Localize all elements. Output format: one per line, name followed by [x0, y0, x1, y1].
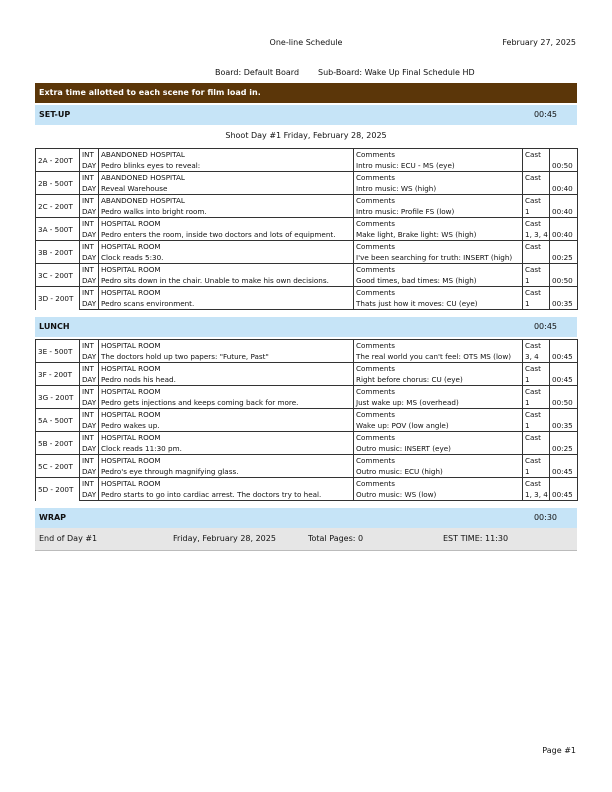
int-ext: INT: [80, 241, 99, 253]
scene-row: [36, 264, 578, 276]
day-night: DAY: [80, 275, 99, 287]
scene-number: 2A - 200T: [36, 149, 80, 172]
comments-label: Comments: [354, 386, 523, 398]
setup-duration: 00:45: [533, 110, 557, 119]
set-name: HOSPITAL ROOM: [99, 241, 354, 253]
set-name: HOSPITAL ROOM: [99, 264, 354, 276]
scene-number: 5A - 500T: [36, 409, 80, 432]
scene-comments: Right before chorus: CU (eye): [354, 374, 523, 386]
scene-row: [36, 149, 578, 161]
lunch-duration: 00:45: [533, 322, 557, 331]
scene-table-block2: [35, 339, 578, 501]
scene-description: Pedro blinks eyes to reveal:: [99, 160, 354, 172]
scene-cast: [523, 183, 550, 195]
scene-time: 00:35: [550, 287, 578, 310]
scene-comments: Good times, bad times: MS (high): [354, 275, 523, 287]
scene-row: [36, 195, 578, 207]
comments-label: Comments: [354, 195, 523, 207]
page-number: Page #1: [542, 746, 576, 755]
comments-label: Comments: [354, 241, 523, 253]
scene-comments: Intro music: ECU - MS (eye): [354, 160, 523, 172]
comments-label: Comments: [354, 363, 523, 375]
set-name: HOSPITAL ROOM: [99, 287, 354, 299]
scene-cast: 1: [523, 275, 550, 287]
scene-cast: [523, 443, 550, 455]
scene-description: Pedro sits down in the chair. Unable to make his own decisions.: [99, 275, 354, 287]
wrap-bar: [35, 508, 577, 528]
scene-number: 3C - 200T: [36, 264, 80, 287]
scene-comments: Just wake up: MS (overhead): [354, 397, 523, 409]
scene-description: Pedro starts to go into cardiac arrest. The doctors try to heal.: [99, 489, 354, 501]
scene-cast: 1: [523, 397, 550, 409]
scene-comments: Wake up: POV (low angle): [354, 420, 523, 432]
set-name: HOSPITAL ROOM: [99, 478, 354, 490]
int-ext: INT: [80, 363, 99, 375]
scene-detail-row: [36, 489, 578, 501]
end-of-day-label: End of Day #1: [39, 534, 98, 543]
cast-label: Cast: [523, 409, 550, 421]
scene-row: [36, 172, 578, 184]
int-ext: INT: [80, 149, 99, 161]
film-load-banner: Extra time allotted to each scene for film load in.: [35, 83, 577, 103]
scene-cast: 1, 3, 4: [523, 229, 550, 241]
int-ext: INT: [80, 409, 99, 421]
scene-cast: 1: [523, 206, 550, 218]
scene-row: [36, 340, 578, 352]
int-ext: INT: [80, 287, 99, 299]
scene-detail-row: [36, 374, 578, 386]
setup-bar: [35, 105, 577, 125]
scene-number: 2B - 500T: [36, 172, 80, 195]
scene-cast: 1: [523, 374, 550, 386]
set-name: ABANDONED HOSPITAL: [99, 172, 354, 184]
set-name: ABANDONED HOSPITAL: [99, 195, 354, 207]
scene-number: 5C - 200T: [36, 455, 80, 478]
scene-cast: 1: [523, 298, 550, 310]
scene-description: Pedro gets injections and keeps coming back for more.: [99, 397, 354, 409]
lunch-label: LUNCH: [39, 322, 70, 331]
scene-time: 00:25: [550, 432, 578, 455]
day-night: DAY: [80, 489, 99, 501]
set-name: HOSPITAL ROOM: [99, 432, 354, 444]
cast-label: Cast: [523, 149, 550, 161]
set-name: HOSPITAL ROOM: [99, 363, 354, 375]
total-pages: Total Pages: 0: [308, 534, 364, 543]
scene-row: [36, 409, 578, 421]
scene-description: Pedro nods his head.: [99, 374, 354, 386]
comments-label: Comments: [354, 455, 523, 467]
scene-number: 3G - 200T: [36, 386, 80, 409]
scene-description: Reveal Warehouse: [99, 183, 354, 195]
scene-time: 00:45: [550, 478, 578, 501]
lunch-bar: [35, 317, 577, 337]
day-night: DAY: [80, 298, 99, 310]
scene-row: [36, 363, 578, 375]
cast-label: Cast: [523, 287, 550, 299]
scene-description: The doctors hold up two papers: "Future, Past": [99, 351, 354, 363]
wrap-label: WRAP: [39, 513, 67, 522]
comments-label: Comments: [354, 149, 523, 161]
int-ext: INT: [80, 340, 99, 352]
scene-cast: [523, 252, 550, 264]
scene-number: 3F - 200T: [36, 363, 80, 386]
set-name: HOSPITAL ROOM: [99, 386, 354, 398]
scene-description: Pedro walks into bright room.: [99, 206, 354, 218]
scene-detail-row: [36, 466, 578, 478]
scene-detail-row: [36, 206, 578, 218]
scene-time: 00:50: [550, 264, 578, 287]
comments-label: Comments: [354, 409, 523, 421]
scene-number: 3A - 500T: [36, 218, 80, 241]
scene-number: 2C - 200T: [36, 195, 80, 218]
scene-description: Pedro's eye through magnifying glass.: [99, 466, 354, 478]
scene-detail-row: [36, 160, 578, 172]
cast-label: Cast: [523, 264, 550, 276]
board-label: Board: Default Board: [215, 68, 300, 77]
int-ext: INT: [80, 172, 99, 184]
scene-time: 00:40: [550, 195, 578, 218]
scene-description: Clock reads 5:30.: [99, 252, 354, 264]
cast-label: Cast: [523, 432, 550, 444]
scene-number: 5D - 200T: [36, 478, 80, 501]
scene-row: [36, 478, 578, 490]
day-night: DAY: [80, 397, 99, 409]
print-date: February 27, 2025: [502, 38, 576, 47]
scene-row: [36, 432, 578, 444]
scene-detail-row: [36, 443, 578, 455]
int-ext: INT: [80, 478, 99, 490]
set-name: ABANDONED HOSPITAL: [99, 149, 354, 161]
cast-label: Cast: [523, 478, 550, 490]
scene-number: 5B - 200T: [36, 432, 80, 455]
scene-comments: Thats just how it moves: CU (eye): [354, 298, 523, 310]
comments-label: Comments: [354, 172, 523, 184]
scene-row: [36, 455, 578, 467]
scene-number: 3E - 500T: [36, 340, 80, 363]
comments-label: Comments: [354, 264, 523, 276]
cast-label: Cast: [523, 218, 550, 230]
end-of-day-date: Friday, February 28, 2025: [173, 534, 276, 543]
day-night: DAY: [80, 183, 99, 195]
scene-detail-row: [36, 351, 578, 363]
end-of-day-summary: [35, 528, 577, 551]
setup-label: SET-UP: [39, 110, 71, 119]
scene-time: 00:45: [550, 340, 578, 363]
comments-label: Comments: [354, 287, 523, 299]
scene-time: 00:50: [550, 386, 578, 409]
scene-time: 00:45: [550, 455, 578, 478]
day-night: DAY: [80, 351, 99, 363]
comments-label: Comments: [354, 218, 523, 230]
scene-number: 3B - 200T: [36, 241, 80, 264]
day-night: DAY: [80, 420, 99, 432]
scene-comments: Outro music: INSERT (eye): [354, 443, 523, 455]
wrap-duration: 00:30: [533, 513, 557, 522]
int-ext: INT: [80, 218, 99, 230]
scene-number: 3D - 200T: [36, 287, 80, 310]
scene-table-block1: [35, 148, 578, 310]
scene-detail-row: [36, 229, 578, 241]
scene-time: 00:35: [550, 409, 578, 432]
scene-detail-row: [36, 420, 578, 432]
est-time: EST TIME: 11:30: [443, 534, 509, 543]
scene-description: Pedro scans environment.: [99, 298, 354, 310]
int-ext: INT: [80, 195, 99, 207]
scene-comments: Outro music: WS (low): [354, 489, 523, 501]
scene-time: 00:45: [550, 363, 578, 386]
comments-label: Comments: [354, 432, 523, 444]
cast-label: Cast: [523, 340, 550, 352]
scene-time: 00:40: [550, 172, 578, 195]
set-name: HOSPITAL ROOM: [99, 218, 354, 230]
int-ext: INT: [80, 386, 99, 398]
scene-detail-row: [36, 252, 578, 264]
comments-label: Comments: [354, 478, 523, 490]
scene-comments: Outro music: ECU (high): [354, 466, 523, 478]
scene-comments: I've been searching for truth: INSERT (high): [354, 252, 523, 264]
scene-description: Pedro wakes up.: [99, 420, 354, 432]
scene-cast: 1: [523, 420, 550, 432]
scene-comments: Intro music: WS (high): [354, 183, 523, 195]
scene-row: [36, 386, 578, 398]
scene-row: [36, 287, 578, 299]
scene-row: [36, 218, 578, 230]
cast-label: Cast: [523, 363, 550, 375]
comments-label: Comments: [354, 340, 523, 352]
cast-label: Cast: [523, 172, 550, 184]
scene-time: 00:40: [550, 218, 578, 241]
cast-label: Cast: [523, 455, 550, 467]
scene-comments: Intro music: Profile FS (low): [354, 206, 523, 218]
scene-detail-row: [36, 183, 578, 195]
day-night: DAY: [80, 206, 99, 218]
scene-detail-row: [36, 298, 578, 310]
day-night: DAY: [80, 160, 99, 172]
set-name: HOSPITAL ROOM: [99, 409, 354, 421]
set-name: HOSPITAL ROOM: [99, 340, 354, 352]
cast-label: Cast: [523, 386, 550, 398]
int-ext: INT: [80, 432, 99, 444]
scene-comments: Make light, Brake light: WS (high): [354, 229, 523, 241]
day-night: DAY: [80, 466, 99, 478]
scene-comments: The real world you can't feel: OTS MS (low): [354, 351, 523, 363]
scene-description: Pedro enters the room, inside two doctors and lots of equipment.: [99, 229, 354, 241]
scene-cast: 1, 3, 4: [523, 489, 550, 501]
cast-label: Cast: [523, 195, 550, 207]
scene-cast: 3, 4: [523, 351, 550, 363]
schedule-title: One-line Schedule: [269, 38, 343, 47]
scene-description: Clock reads 11:30 pm.: [99, 443, 354, 455]
sub-board-label: Sub-Board: Wake Up Final Schedule HD: [318, 68, 475, 77]
scene-detail-row: [36, 275, 578, 287]
day-night: DAY: [80, 252, 99, 264]
shoot-day-header: Shoot Day #1 Friday, February 28, 2025: [225, 131, 387, 140]
scene-detail-row: [36, 397, 578, 409]
int-ext: INT: [80, 455, 99, 467]
scene-time: 00:50: [550, 149, 578, 172]
day-night: DAY: [80, 443, 99, 455]
cast-label: Cast: [523, 241, 550, 253]
day-night: DAY: [80, 374, 99, 386]
scene-cast: 1: [523, 466, 550, 478]
day-night: DAY: [80, 229, 99, 241]
scene-row: [36, 241, 578, 253]
scene-cast: [523, 160, 550, 172]
int-ext: INT: [80, 264, 99, 276]
set-name: HOSPITAL ROOM: [99, 455, 354, 467]
scene-time: 00:25: [550, 241, 578, 264]
